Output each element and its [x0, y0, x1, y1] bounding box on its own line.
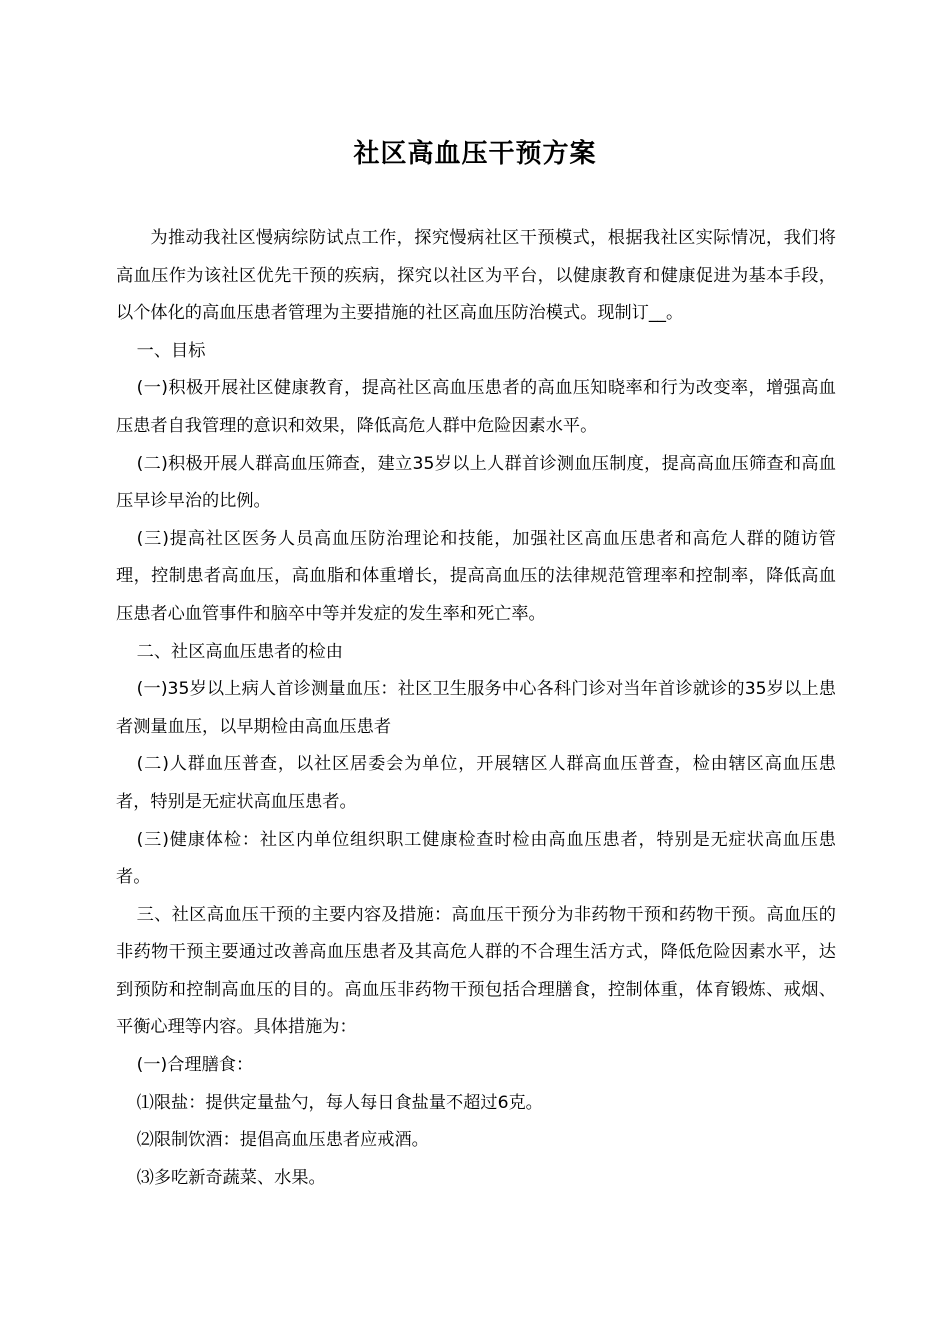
detection-item-3: (三)健康体检：社区内单位组织职工健康检查时检由高血压患者，特别是无症状高血压患者。: [116, 829, 836, 888]
intervention-item-diet: (一)合理膳食：: [136, 1055, 254, 1076]
document-body: [116, 220, 836, 1197]
goal-item-1: (一)积极开展社区健康教育，提高社区高血压患者的高血压知晓率和行为改变率，增强高血压患者自我管理的意识和效果，降低高危人群中危险因素水平。: [116, 378, 836, 436]
detection-item-2: (二)人群血压普查，以社区居委会为单位，开展辖区人群高血压普查，检由辖区高血压患者，特别是无症状高血压患者。: [116, 754, 836, 812]
section-heading-detection: 二、社区高血压患者的检由: [136, 641, 343, 662]
goal-item-3: (三)提高社区医务人员高血压防治理论和技能，加强社区高血压患者和高危人群的随访管理，控制患者高血压，高血脂和体重增长，提高高血压的法律规范管理率和控制率，降低高血压患者心血管事件和脑卒中等并发症的发生率和死亡率。: [116, 528, 836, 624]
intro-paragraph: 为推动我社区慢病综防试点工作，探究慢病社区干预模式，根据我社区实际情况，我们将高血压作为该社区优先干预的疾病，探究以社区为平台，以健康教育和健康促进为基本手段，以个体化的高血压患者管理为主要措施的社区高血压防治模式。现制订__。: [116, 228, 836, 324]
diet-item-salt: ⑴限盐：提供定量盐勺，每人每日食盐量不超过6克。: [136, 1092, 543, 1113]
document-title: 社区高血压干预方案: [353, 139, 597, 169]
goal-item-2: (二)积极开展人群高血压筛查，建立35岁以上人群首诊测血压制度，提高高血压筛查和高血压早诊早治的比例。: [116, 453, 836, 512]
diet-item-alcohol: ⑵限制饮酒：提倡高血压患者应戒酒。: [136, 1130, 429, 1151]
section-heading-goals: 一、目标: [136, 340, 206, 361]
section-heading-intervention: 三、社区高血压干预的主要内容及措施：高血压干预分为非药物干预和药物干预。高血压的非药物干预主要通过改善高血压患者及其高危人群的不合理生活方式，降低危险因素水平，达到预防和控制高血压的目的。高血压非药物干预包括合理膳食，控制体重，体育锻炼、戒烟、平衡心理等内容。具体措施为：: [116, 904, 836, 1038]
detection-item-1: (一)35岁以上病人首诊测量血压：社区卫生服务中心各科门诊对当年首诊就诊的35岁以上患者测量血压，以早期检由高血压患者: [116, 679, 836, 737]
diet-item-vegetables: ⑶多吃新奇蔬菜、水果。: [136, 1167, 326, 1188]
